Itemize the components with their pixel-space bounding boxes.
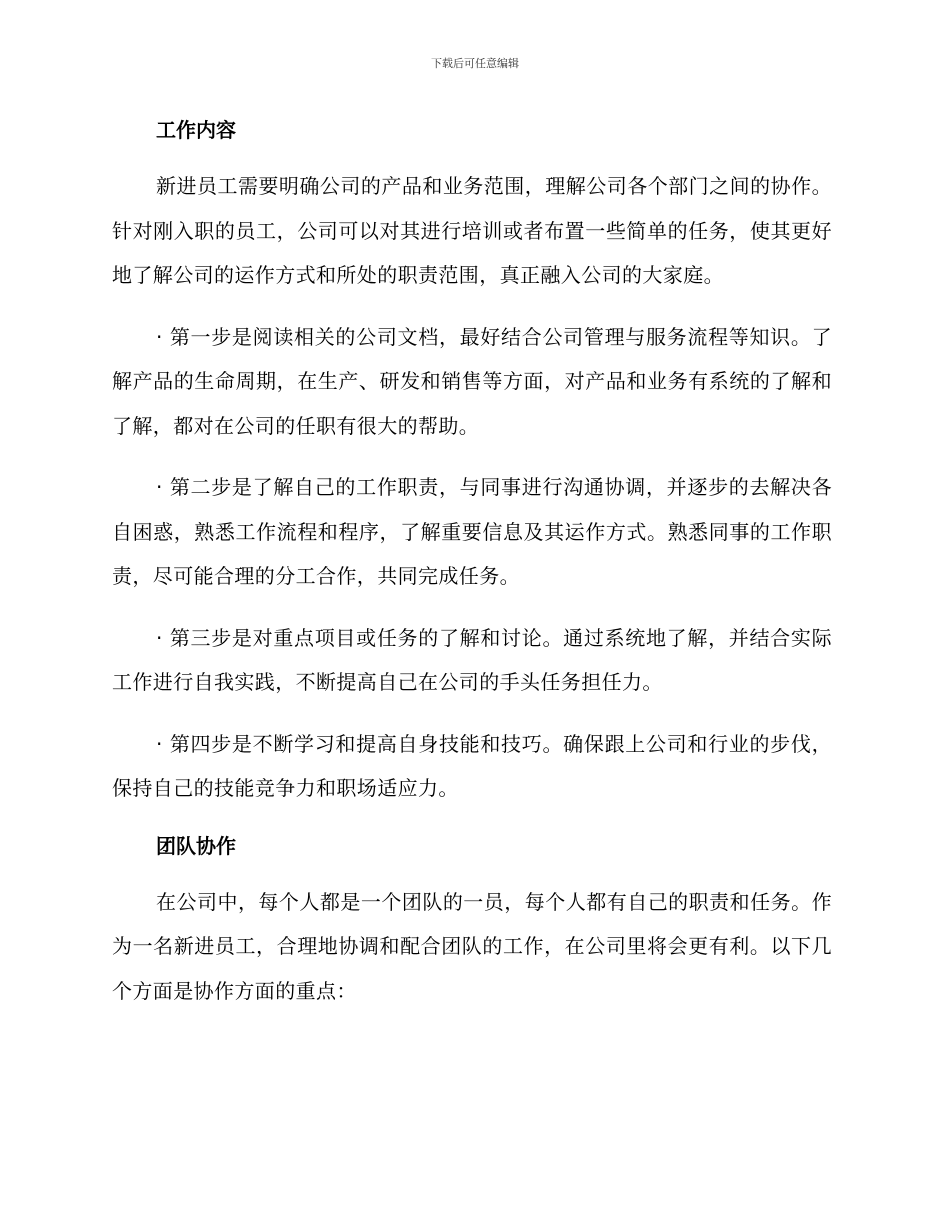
paragraph-step-three: · 第三步是对重点项目或任务的了解和讨论。通过系统地了解，并结合实际工作进行自我实践，不断提高自己在公司的手头任务担任力。: [112, 625, 832, 694]
paragraph-teamwork: 在公司中，每个人都是一个团队的一员，每个人都有自己的职责和任务。作为一名新进员工，合理地协调和配合团队的工作，在公司里将会更有利。以下几个方面是协作方面的重点：: [112, 889, 832, 1003]
section-heading-work-content: 工作内容: [156, 118, 236, 142]
paragraph-step-four: · 第四步是不断学习和提高自身技能和技巧。确保跟上公司和行业的步伐，保持自己的技能竞争力和职场适应力。: [112, 731, 832, 800]
paragraph-step-one: · 第一步是阅读相关的公司文档，最好结合公司管理与服务流程等知识。了解产品的生命周期，在生产、研发和销售等方面，对产品和业务有系统的了解和了解，都对在公司的任职有很大的帮助。: [112, 324, 832, 438]
paragraph-step-two: · 第二步是了解自己的工作职责，与同事进行沟通协调，并逐步的去解决各自困惑，熟悉工作流程和程序，了解重要信息及其运作方式。熟悉同事的工作职责，尽可能合理的分工合作，共同完成任务。: [112, 475, 832, 588]
page-header: 下载后可任意编辑: [431, 57, 519, 70]
document-body: [112, 112, 832, 1030]
paragraph-intro: 新进员工需要明确公司的产品和业务范围，理解公司各个部门之间的协作。针对刚入职的员工，公司可以对其进行培训或者布置一些简单的任务，使其更好地了解公司的运作方式和所处的职责范围，真正融入公司的大家庭。: [112, 174, 832, 287]
section-heading-teamwork: 团队协作: [156, 833, 236, 858]
